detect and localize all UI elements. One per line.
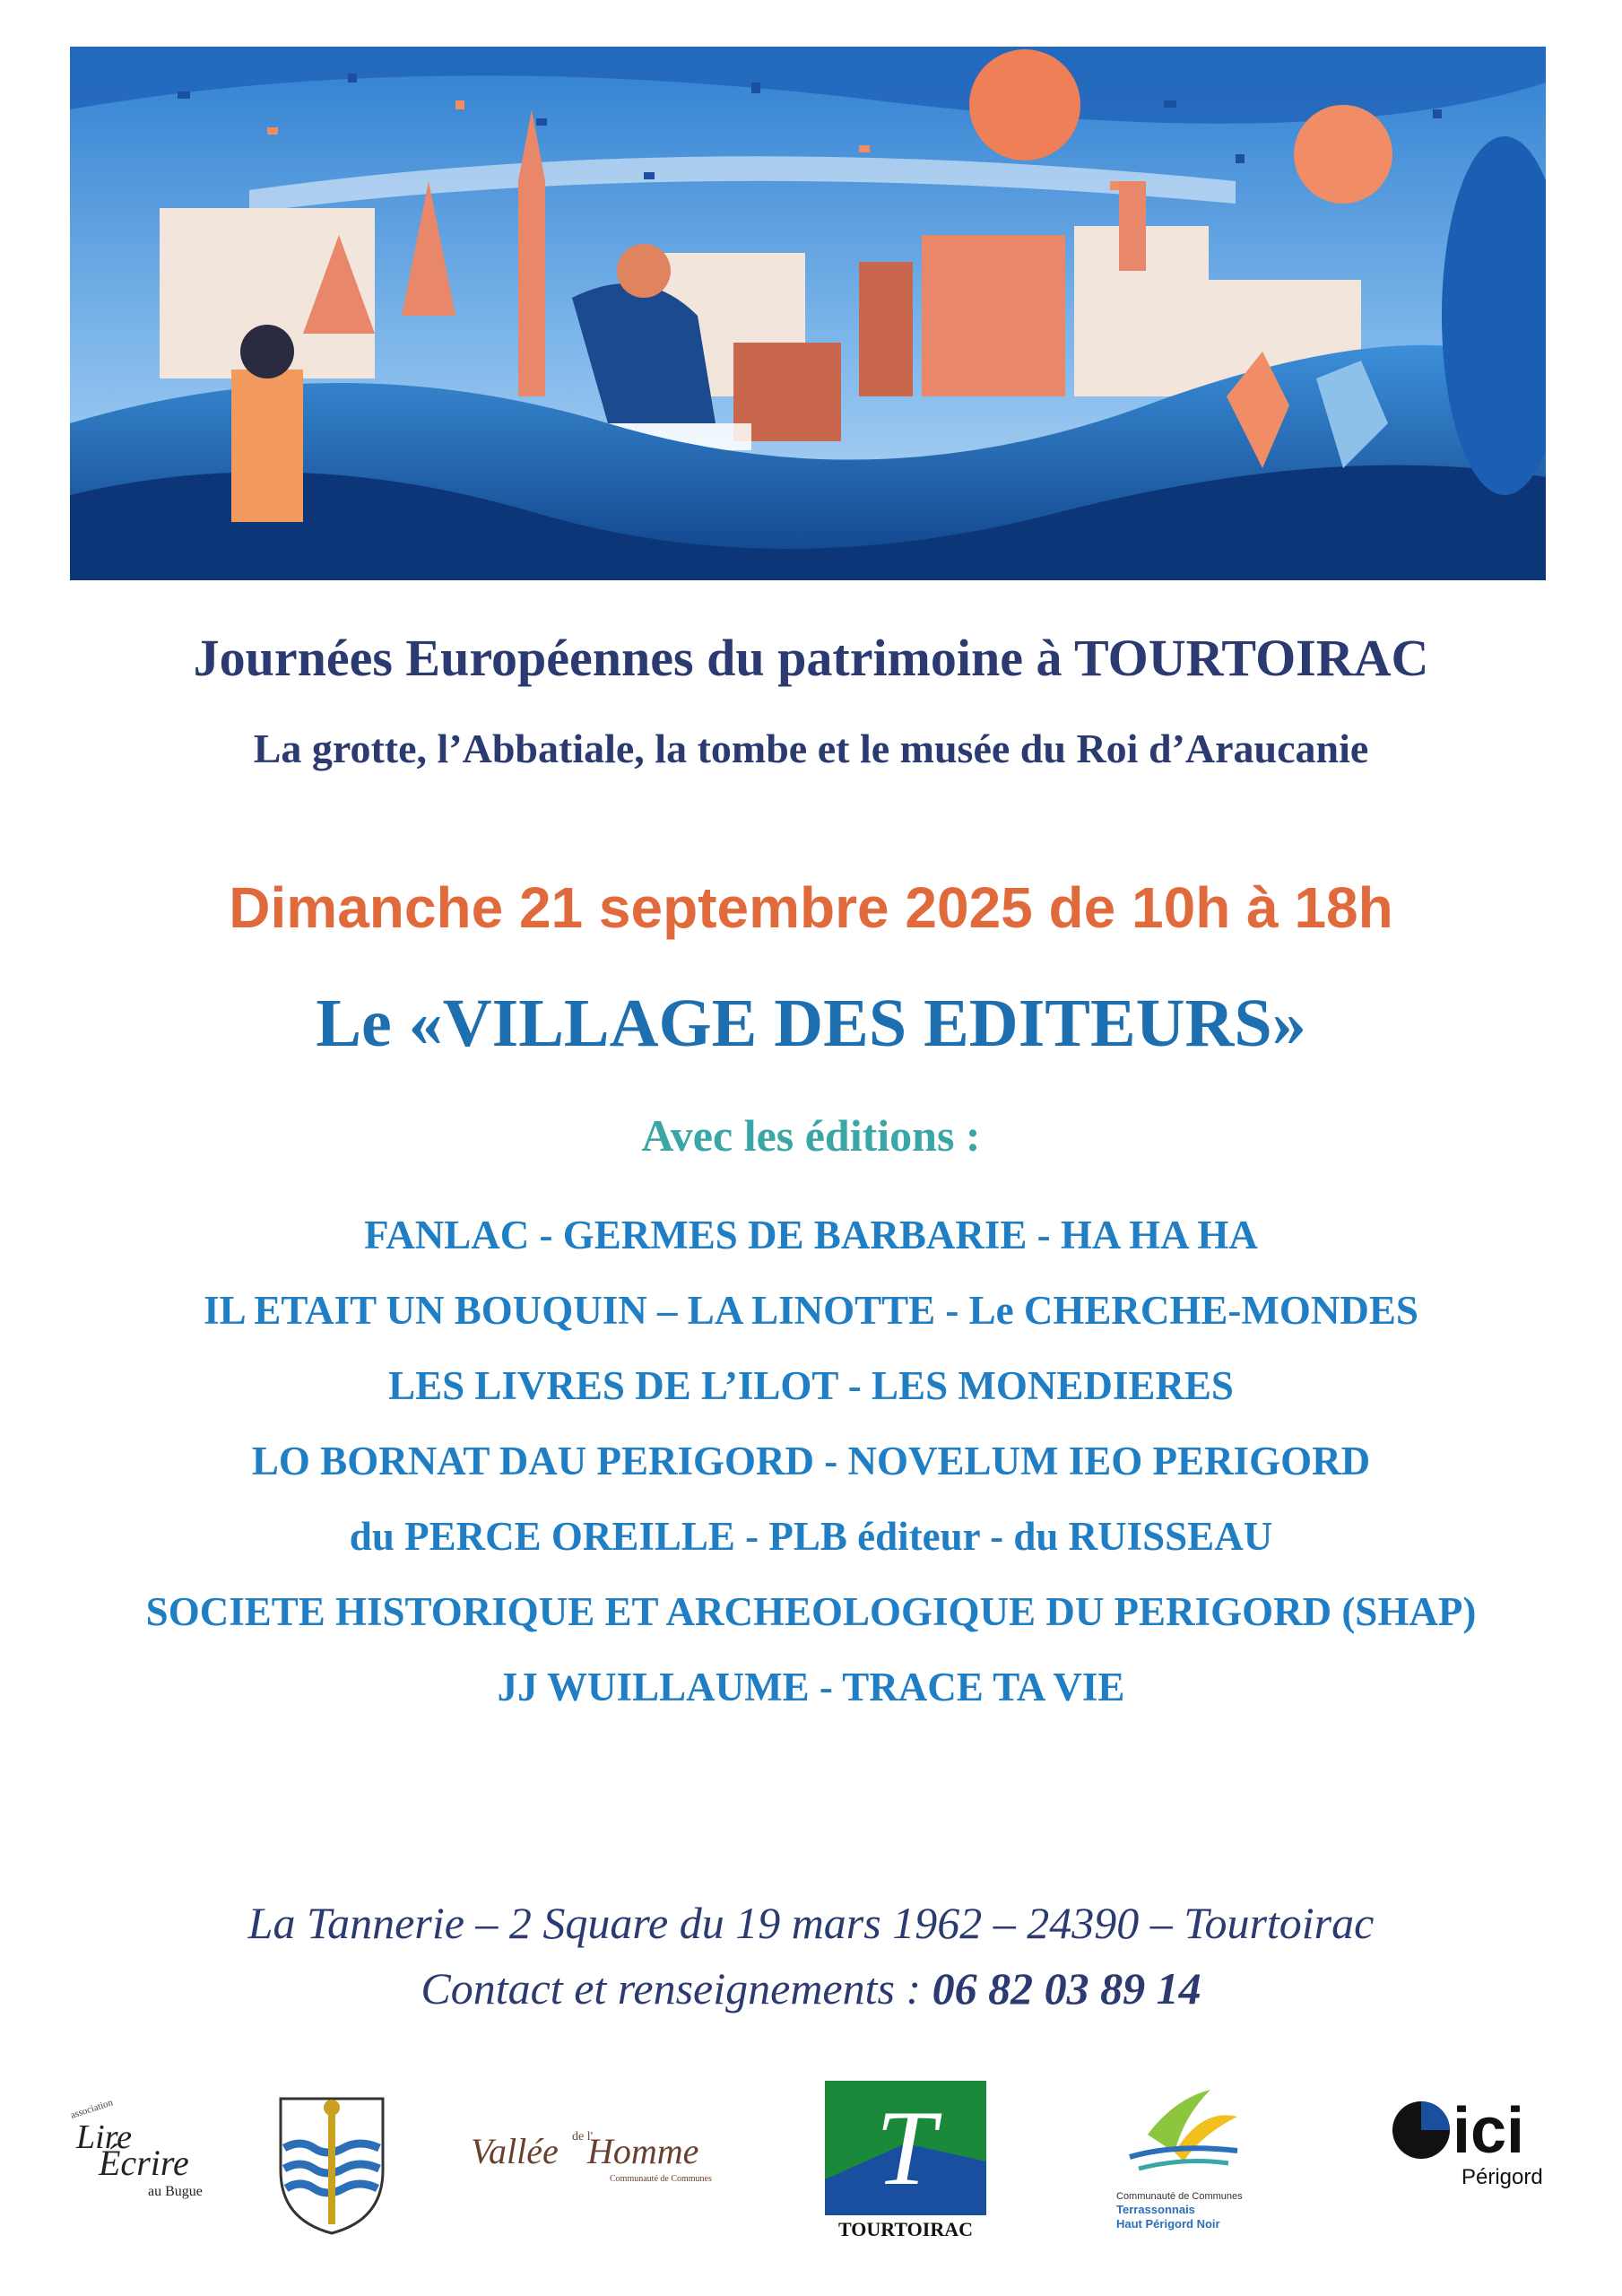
vallee-de-l-homme-logo — [466, 2063, 735, 2242]
coat-of-arms-icon — [273, 2063, 390, 2242]
tourtoirac-t-icon — [816, 2063, 995, 2242]
svg-text:Communauté de Communes: Communauté de Communes — [1116, 2191, 1243, 2202]
svg-text:association: association — [69, 2097, 115, 2121]
svg-text:Écrire: Écrire — [99, 2143, 189, 2183]
publisher-line: IL ETAIT UN BOUQUIN – LA LINOTTE - Le CHERCHE-MONDES — [204, 1288, 1418, 1333]
village-title: Le «VILLAGE DES EDITEURS» — [316, 986, 1306, 1061]
tourtoirac-coat-of-arms — [273, 2063, 390, 2242]
publisher-line: LES LIVRES DE L’ILOT - LES MONEDIERES — [388, 1363, 1234, 1408]
svg-text:de l': de l' — [572, 2130, 594, 2144]
heritage-city-icon — [70, 47, 1546, 580]
vallee-de-l-homme-icon — [466, 2063, 735, 2242]
svg-text:Périgord: Périgord — [1462, 2165, 1543, 2189]
svg-text:Haut Périgord Noir: Haut Périgord Noir — [1116, 2217, 1220, 2231]
tourtoirac-logo — [816, 2063, 995, 2242]
svg-text:Vallée: Vallée — [471, 2131, 559, 2171]
svg-text:Lire: Lire — [76, 2118, 132, 2156]
publisher-line: du PERCE OREILLE - PLB éditeur - du RUISSEAU — [349, 1514, 1273, 1559]
ici-perigord-logo — [1381, 2063, 1551, 2242]
svg-text:TOURTOIRAC: TOURTOIRAC — [837, 2218, 974, 2240]
venue-address: La Tannerie – 2 Square du 19 mars 1962 – 24390 – Tourtoirac — [247, 1898, 1375, 1948]
ici-perigord-icon — [1381, 2063, 1551, 2242]
publisher-line: LO BORNAT DAU PERIGORD - NOVELUM IEO PERIGORD — [251, 1439, 1371, 1483]
contact-line — [0, 1962, 1622, 2014]
svg-text:Homme: Homme — [587, 2131, 699, 2171]
contact-label: Contact et renseignements : — [421, 1963, 932, 2013]
terrassonnais-icon — [1112, 2063, 1264, 2242]
publisher-line: FANLAC - GERMES DE BARBARIE - HA HA HA — [364, 1213, 1258, 1257]
publishers-list — [0, 1197, 1622, 1725]
terrassonnais-logo — [1112, 2063, 1264, 2242]
page-subtitle: La grotte, l’Abbatiale, la tombe et le musée du Roi d’Araucanie — [253, 726, 1369, 771]
svg-text:T: T — [875, 2088, 936, 2207]
svg-text:ici: ici — [1453, 2095, 1525, 2167]
event-date: Dimanche 21 septembre 2025 de 10h à 18h — [229, 875, 1393, 940]
publisher-line: SOCIETE HISTORIQUE ET ARCHEOLOGIQUE DU PERIGORD (SHAP) — [145, 1589, 1477, 1634]
page-title: Journées Européennes du patrimoine à TOURTOIRAC — [193, 629, 1429, 687]
editions-heading: Avec les éditions : — [641, 1110, 981, 1161]
publisher-line: JJ WUILLAUME - TRACE TA VIE — [497, 1665, 1125, 1709]
svg-text:Communauté de Communes: Communauté de Communes — [610, 2174, 712, 2184]
heritage-city-illustration — [70, 47, 1546, 580]
lire-ecrire-logo — [63, 2063, 233, 2242]
phone-number: 06 82 03 89 14 — [932, 1963, 1201, 2013]
svg-text:Terrassonnais: Terrassonnais — [1116, 2203, 1195, 2216]
lire-ecrire-icon — [63, 2063, 233, 2242]
svg-text:au Bugue: au Bugue — [148, 2184, 203, 2199]
